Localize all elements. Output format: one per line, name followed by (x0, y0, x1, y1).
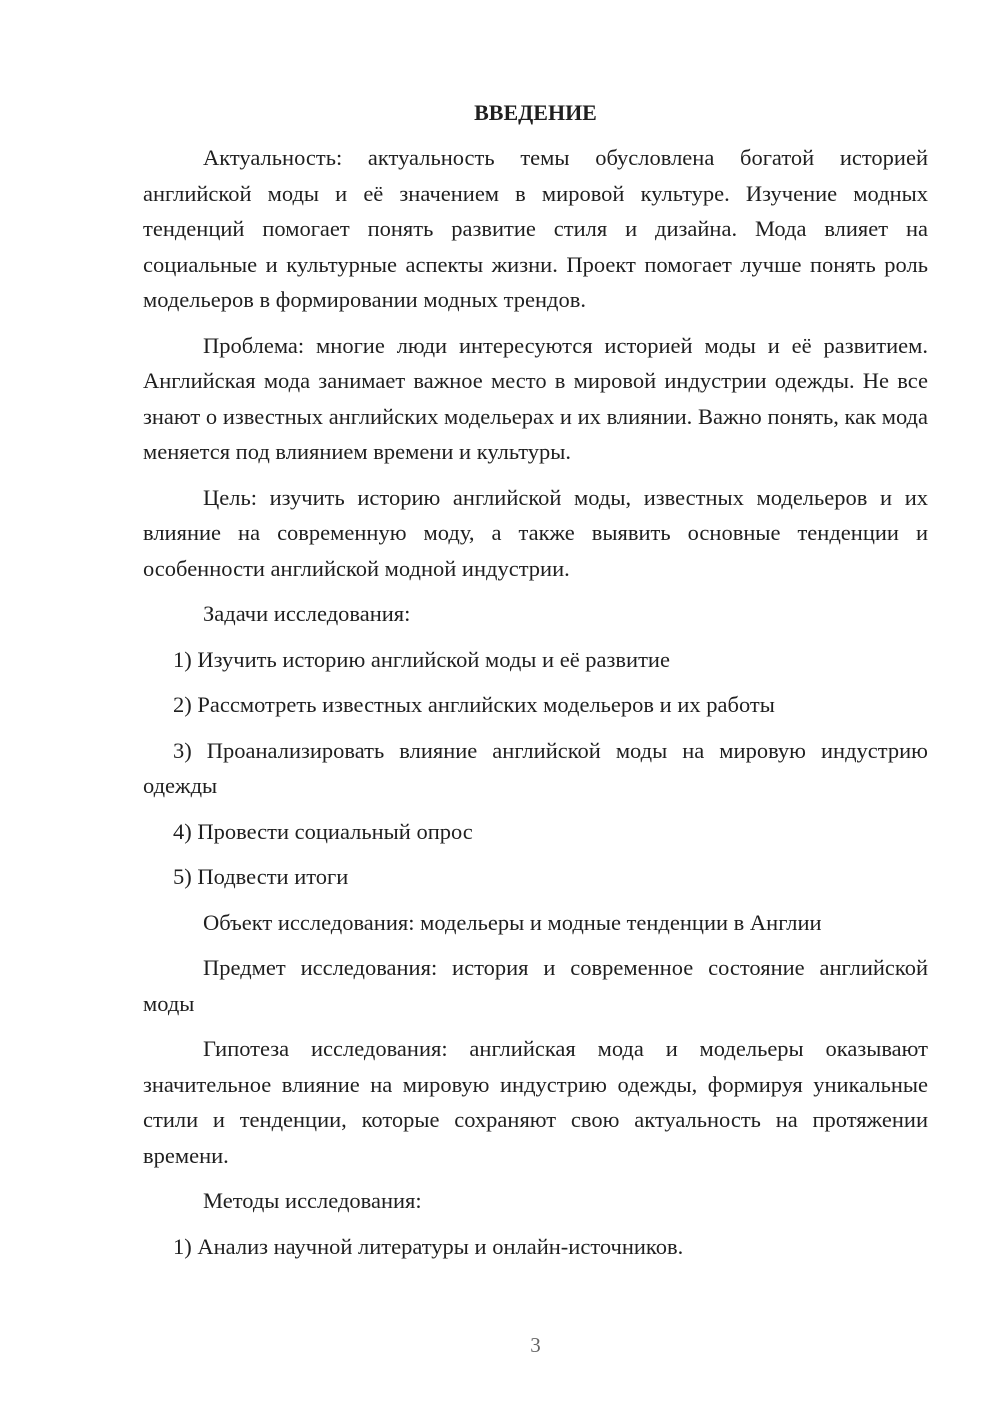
method-item-1: 1) Анализ научной литературы и онлайн-источников. (173, 1233, 684, 1259)
hypothesis-paragraph: Гипотеза исследования: английская мода и модельеры оказывают значительное влияние на мировую индустрию одежды, формируя уникальные стили и тенденции, которые сохраняют свою актуальность на протяжении времени. (143, 1036, 928, 1168)
subject-paragraph: Предмет исследования: история и современное состояние английской моды (143, 955, 928, 1016)
document-body (143, 95, 928, 1274)
task-item-3: 3) Проанализировать влияние английской моды на мировую индустрию одежды (143, 737, 928, 798)
task-item-4: 4) Провести социальный опрос (173, 818, 473, 844)
goal-paragraph: Цель: изучить историю английской моды, известных модельеров и их влияние на современную моду, а также выявить основные тенденции и особенности английской модной индустрии. (143, 484, 928, 581)
object-paragraph: Объект исследования: модельеры и модные тенденции в Англии (203, 909, 822, 935)
problem-paragraph: Проблема: многие люди интересуются историей моды и её развитием. Английская мода занимает важное место в мировой индустрии одежды. Не все знают о известных английских модельерах и их влиянии. Важно понять, как мода меняется под влиянием времени и культуры. (143, 332, 928, 464)
tasks-heading: Задачи исследования: (203, 601, 411, 626)
methods-heading: Методы исследования: (203, 1188, 422, 1213)
task-item-1: 1) Изучить историю английской моды и её развитие (173, 646, 670, 672)
page-title: ВВЕДЕНИЕ (474, 100, 597, 125)
relevance-paragraph: Актуальность: актуальность темы обусловлена богатой историей английской моды и её значением в мировой культуре. Изучение модных тенденций помогает понять развитие стиля и дизайна. Мода влияет на социальные и культурные аспекты жизни. Проект помогает лучше понять роль модельеров в формировании модных трендов. (143, 145, 928, 312)
task-item-2: 2) Рассмотреть известных английских модельеров и их работы (173, 692, 775, 717)
page-number: 3 (530, 1333, 541, 1357)
task-item-5: 5) Подвести итоги (173, 864, 349, 889)
